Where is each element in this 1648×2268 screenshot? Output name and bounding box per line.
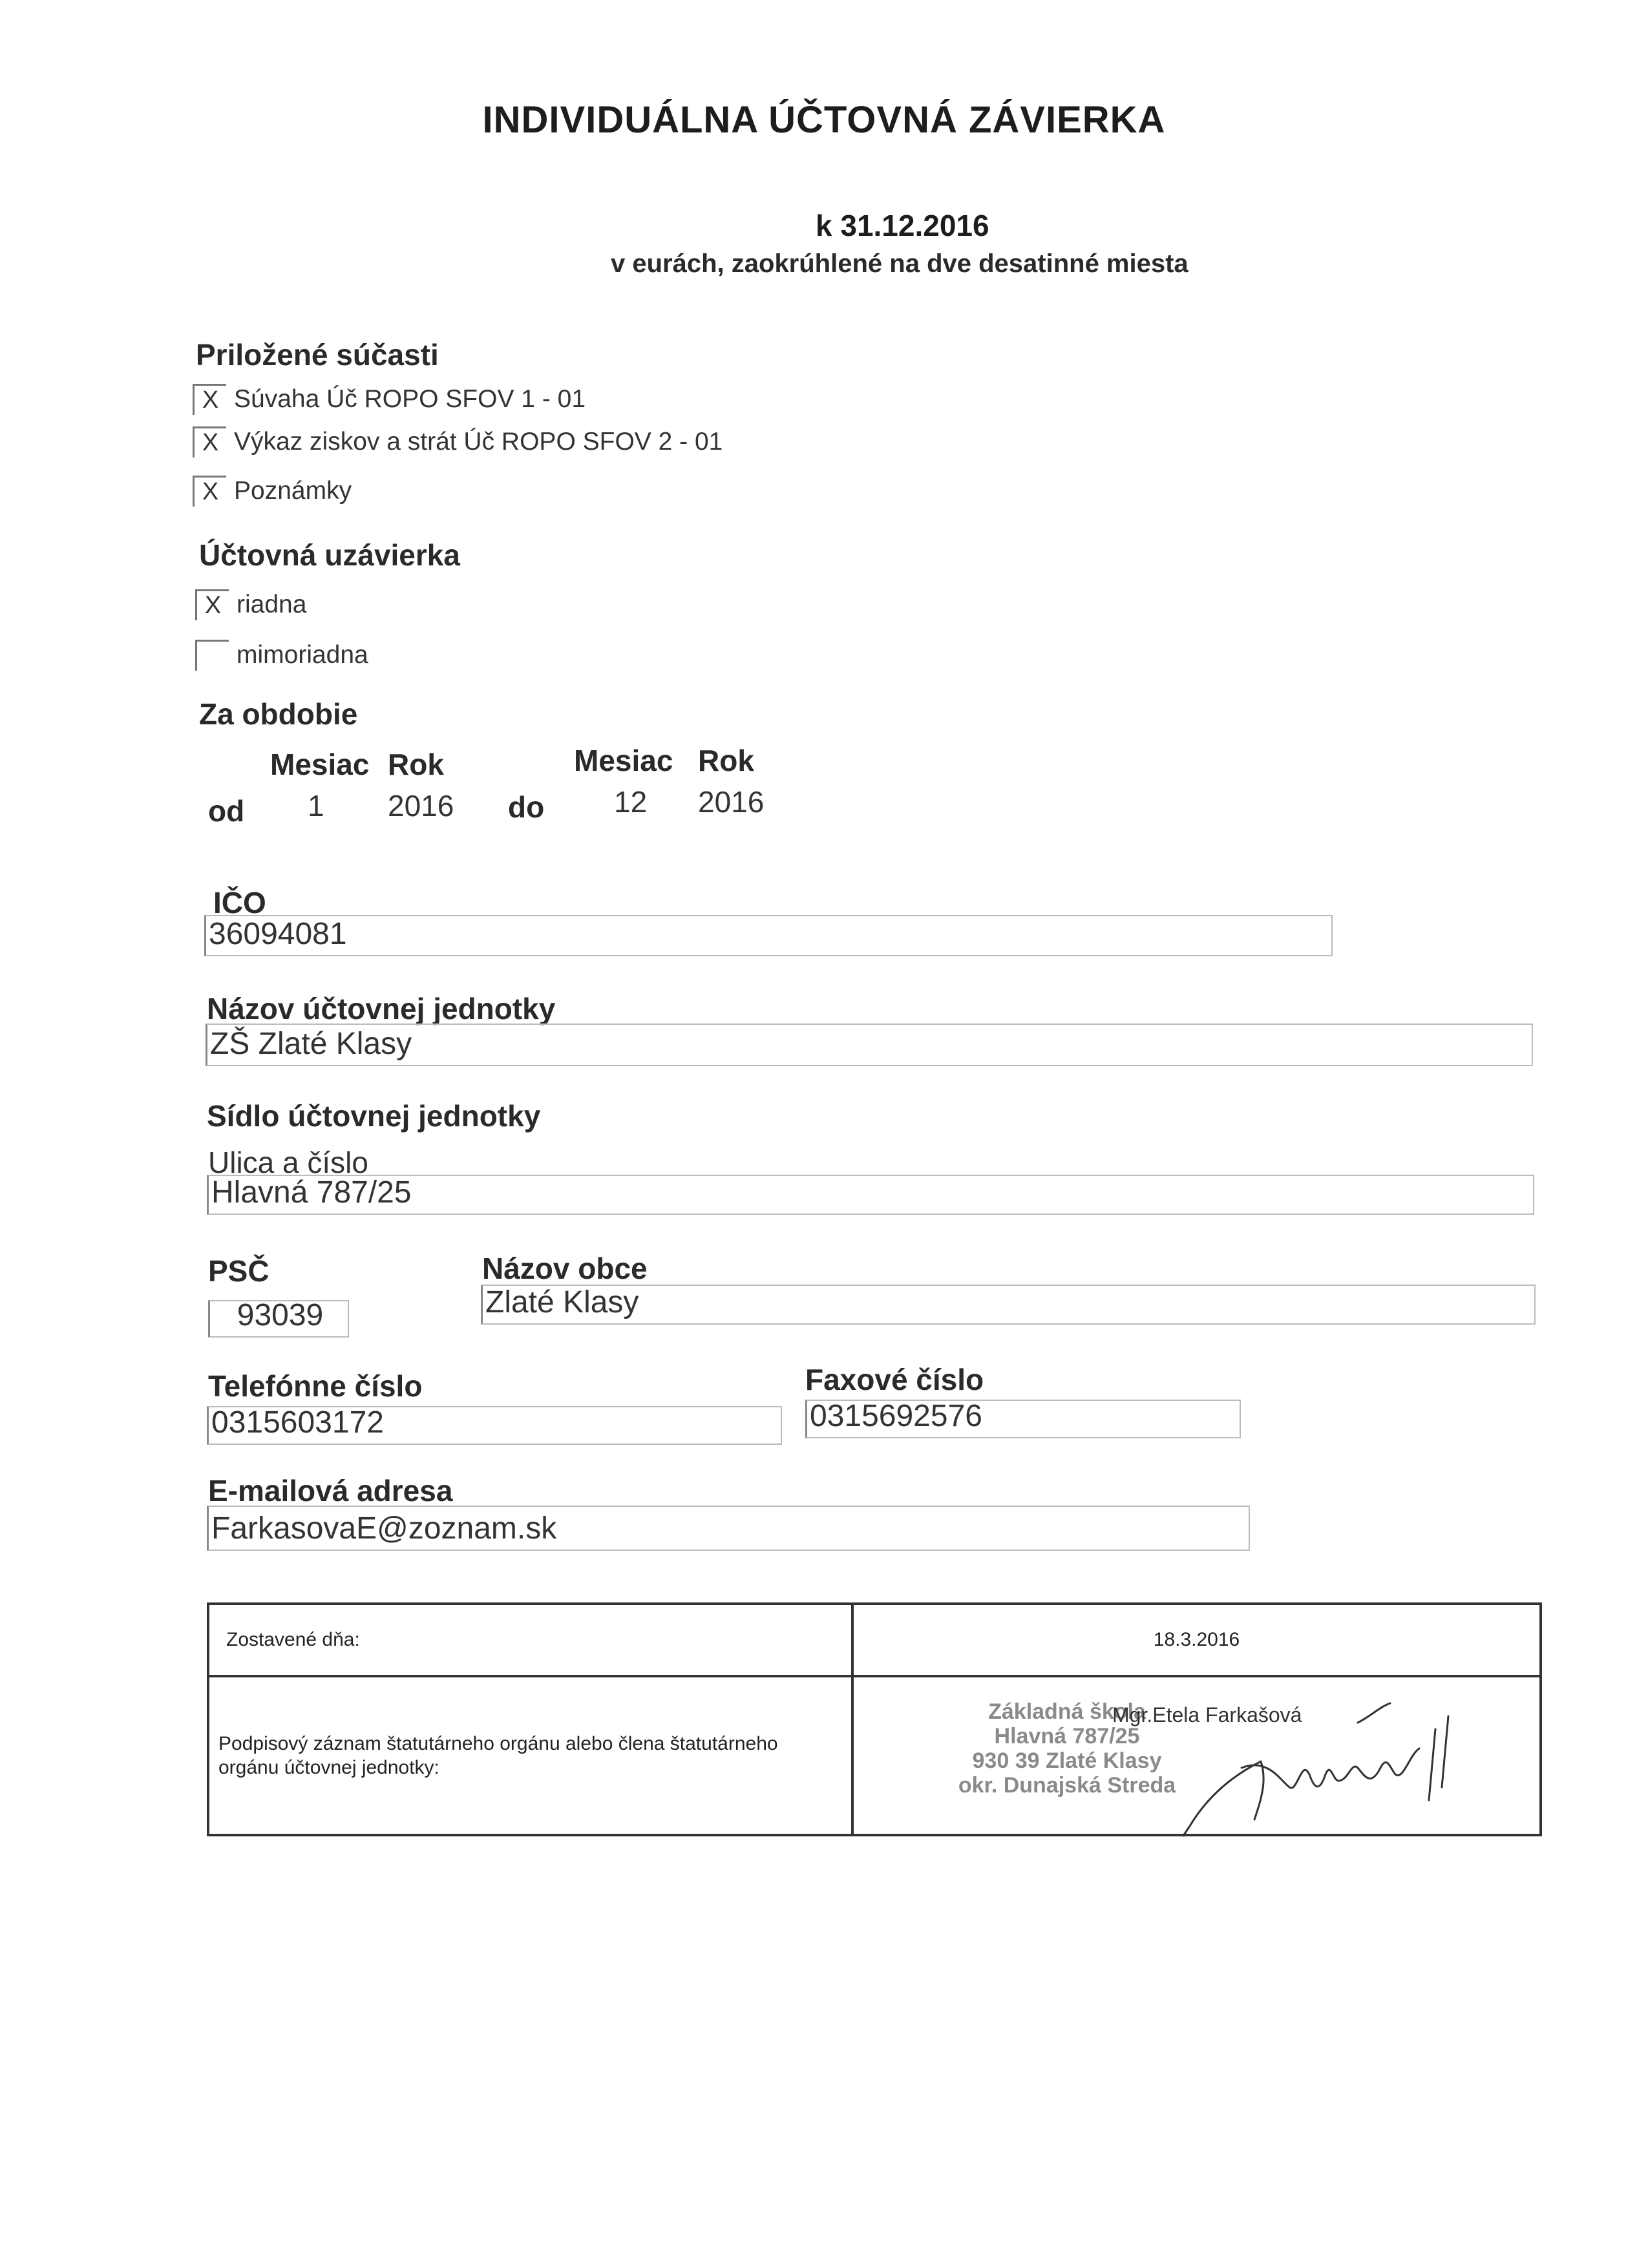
checkbox[interactable]: X	[193, 384, 226, 415]
compiled-value-cell	[852, 1604, 1541, 1676]
signature-label: Podpisový záznam štatutárneho orgánu alebo člena štatutárneho orgánu účtovnej jednotky:	[218, 1732, 778, 1778]
currency-note: v eurách, zaokrúhlené na dve desatinné miesta	[611, 249, 1188, 278]
as-of-date: k 31.12.2016	[816, 209, 989, 242]
period-heading: Za obdobie	[199, 697, 358, 731]
seat-label: Sídlo účtovnej jednotky	[207, 1099, 541, 1133]
component-label: Výkaz ziskov a strát Úč ROPO SFOV 2 - 01	[234, 428, 723, 456]
stamp-line: 930 39 Zlaté Klasy	[972, 1748, 1162, 1774]
signer-name: Mgr.Etela Farkašová	[1112, 1703, 1302, 1727]
document-title: INDIVIDUÁLNA ÚČTOVNÁ ZÁVIERKA	[482, 99, 1166, 141]
stamp-line: Základná škola	[988, 1699, 1146, 1724]
component-label: Súvaha Úč ROPO SFOV 1 - 01	[234, 385, 586, 413]
ico-label: IČO	[213, 886, 266, 919]
checkbox[interactable]: X	[195, 589, 229, 620]
psc-field[interactable]: 93039	[208, 1300, 349, 1338]
fax-label: Faxové číslo	[805, 1363, 984, 1396]
signature-label-cell	[208, 1676, 852, 1835]
closing-label: mimoriadna	[237, 641, 368, 669]
closing-item-extraordinary	[195, 640, 368, 671]
municipality-field[interactable]: Zlaté Klasy	[481, 1285, 1536, 1325]
signature-area	[854, 1677, 1539, 1834]
component-label: Poznámky	[234, 477, 352, 505]
checkbox[interactable]: X	[193, 476, 226, 507]
signature-table	[207, 1602, 1542, 1836]
street-label: Ulica a číslo	[208, 1146, 368, 1179]
municipality-label: Názov obce	[482, 1252, 648, 1285]
from-month-value: 1	[308, 789, 324, 823]
components-heading: Priložené súčasti	[196, 338, 439, 372]
closing-heading: Účtovná uzávierka	[199, 538, 460, 572]
handwritten-signature	[1164, 1690, 1500, 1839]
from-year-label: Rok	[388, 748, 444, 781]
street-field[interactable]: Hlavná 787/25	[207, 1175, 1534, 1215]
from-label: od	[208, 794, 245, 828]
compiled-value: 18.3.2016	[1153, 1629, 1240, 1650]
unit-name-field[interactable]: ZŠ Zlaté Klasy	[206, 1024, 1533, 1066]
psc-label: PSČ	[208, 1254, 269, 1288]
component-item-balance-sheet	[193, 384, 586, 415]
unit-name-label: Názov účtovnej jednotky	[207, 992, 556, 1025]
closing-item-regular	[195, 589, 306, 620]
to-month-label: Mesiac	[574, 744, 673, 777]
email-field[interactable]: FarkasovaE@zoznam.sk	[207, 1506, 1250, 1551]
signature-cell	[852, 1676, 1541, 1835]
closing-label: riadna	[237, 591, 307, 618]
to-year-value: 2016	[698, 785, 765, 819]
checkbox[interactable]: X	[193, 426, 226, 457]
to-year-label: Rok	[698, 744, 754, 777]
email-label: E-mailová adresa	[208, 1474, 453, 1507]
component-item-notes	[193, 476, 352, 507]
stamp-line: Hlavná 787/25	[994, 1724, 1140, 1749]
fax-field[interactable]: 0315692576	[805, 1400, 1241, 1438]
checkbox[interactable]	[195, 640, 229, 671]
phone-field[interactable]: 0315603172	[207, 1406, 782, 1445]
to-label: do	[508, 790, 545, 824]
from-month-label: Mesiac	[270, 748, 370, 781]
stamp-line: okr. Dunajská Streda	[958, 1773, 1176, 1798]
component-item-income-statement	[193, 426, 723, 457]
compiled-label-cell	[208, 1604, 852, 1676]
from-year-value: 2016	[388, 789, 454, 823]
to-month-value: 12	[614, 785, 648, 819]
compiled-label: Zostavené dňa:	[226, 1629, 360, 1650]
ico-field[interactable]: 36094081	[204, 915, 1333, 956]
phone-label: Telefónne číslo	[208, 1369, 423, 1403]
